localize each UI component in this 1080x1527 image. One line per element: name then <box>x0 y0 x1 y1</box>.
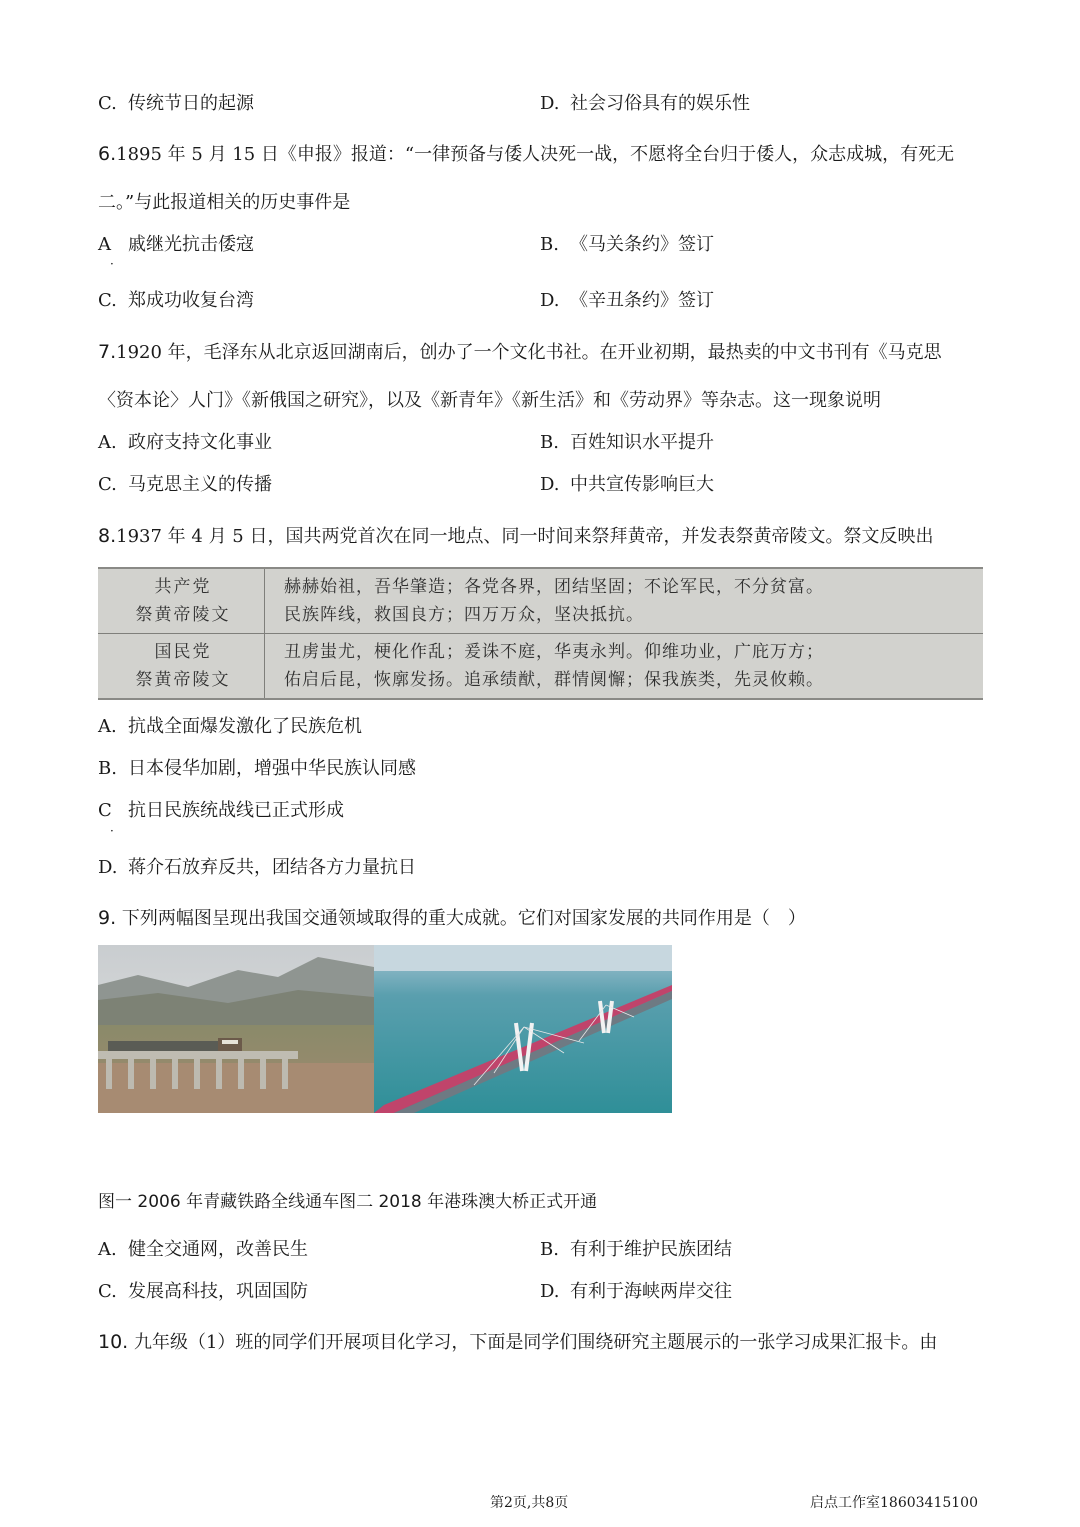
q9-stem: 9. 下列两幅图呈现出我国交通领域取得的重大成就。它们对国家发展的共同作用是（ ） <box>98 907 806 929</box>
q8-stem: 8.1937 年 4 月 5 日，国共两党首次在同一地点、同一时间来祭拜黄帝，并发表祭黄帝陵文。祭文反映出 <box>98 525 934 547</box>
kmt-row-header: 国民党 祭黄帝陵文 <box>135 642 231 690</box>
q6-number: 6. <box>98 143 117 165</box>
q7-option-b: B. 百姓知识水平提升 <box>540 432 714 453</box>
q6-option-c: C. 郑成功收复台湾 <box>98 290 254 311</box>
q7-number: 7. <box>98 341 117 363</box>
memorial-text-table <box>98 567 983 700</box>
q7-option-c: C. 马克思主义的传播 <box>98 474 272 495</box>
studio-contact: 启点工作室18603415100 <box>810 1495 978 1511</box>
cpc-row-header: 共产党 祭黄帝陵文 <box>135 577 231 625</box>
q8-number: 8. <box>98 525 117 547</box>
q6-option-d: D. 《辛丑条约》签订 <box>540 290 714 311</box>
table-divider <box>264 634 265 698</box>
cpc-memorial-row <box>98 569 983 634</box>
q7-stem-line1: 7.1920 年，毛泽东从北京返回湖南后，创办了一个文化书社。在开业初期，最热卖的中文书刊有《马克思 <box>98 341 942 363</box>
emphasis-dot: · <box>110 257 114 271</box>
q9-option-b: B. 有利于维护民族团结 <box>540 1239 732 1260</box>
q6-stem-line2: 二。”与此报道相关的历史事件是 <box>98 192 351 213</box>
q7-option-d: D. 中共宣传影响巨大 <box>540 474 714 495</box>
kmt-memorial-text: 丑虏蚩尤，梗化作乱；爰诛不庭，华夷永判。仰维功业，广庇万方； 佑启后昆，恢廓发扬。追承绩猷，群情阒懈；保我族类，先灵攸赖。 <box>284 642 824 690</box>
cpc-memorial-text: 赫赫始祖，吾华肇造；各党各界，团结坚固；不论军民，不分贫富。 民族阵线，救国良方；四万万众，坚决抵抗。 <box>284 577 824 625</box>
q10-number: 10. <box>98 1331 129 1353</box>
q6-option-a: A 戚继光抗击倭寇 <box>98 234 254 255</box>
q7-option-a: A. 政府支持文化事业 <box>98 432 272 453</box>
q9-option-c: C. 发展高科技，巩固国防 <box>98 1281 308 1302</box>
q9-figure-caption: 图一 2006 年青藏铁路全线通车图二 2018 年港珠澳大桥正式开通 <box>98 1192 598 1212</box>
q6-option-b: B. 《马关条约》签订 <box>540 234 714 255</box>
q5-option-c: C. 传统节日的起源 <box>98 93 254 114</box>
hong-kong-zhuhai-macao-bridge-photo <box>374 945 672 1113</box>
page-number: 第2页,共8页 <box>490 1495 569 1511</box>
q9-number: 9. <box>98 907 117 929</box>
q9-option-a: A. 健全交通网，改善民生 <box>98 1239 308 1260</box>
q5-option-d: D. 社会习俗具有的娱乐性 <box>540 93 750 114</box>
qinghai-tibet-railway-photo <box>98 945 374 1113</box>
q8-option-b: B. 日本侵华加剧，增强中华民族认同感 <box>98 758 416 779</box>
kmt-memorial-row <box>98 634 983 698</box>
q6-stem-line1: 6.1895 年 5 月 15 日《申报》报道：“一律预备与倭人决死一战，不愿将全台归于倭人，众志成城，有死无 <box>98 143 955 165</box>
q10-stem: 10. 九年级（1）班的同学们开展项目化学习，下面是同学们围绕研究主题展示的一张学习成果汇报卡。由 <box>98 1331 938 1353</box>
q8-option-a: A. 抗战全面爆发激化了民族危机 <box>98 716 362 737</box>
emphasis-dot: · <box>110 824 114 838</box>
q8-option-c: C 抗日民族统战线已正式形成 <box>98 800 344 821</box>
q7-stem-line2: 〈资本论〉人门》《新俄国之研究》，以及《新青年》《新生活》和《劳动界》等杂志。这一现象说明 <box>98 390 881 411</box>
q9-option-d: D. 有利于海峡两岸交往 <box>540 1281 732 1302</box>
q8-option-d: D. 蒋介石放弃反共，团结各方力量抗日 <box>98 857 416 878</box>
table-divider <box>264 569 265 633</box>
